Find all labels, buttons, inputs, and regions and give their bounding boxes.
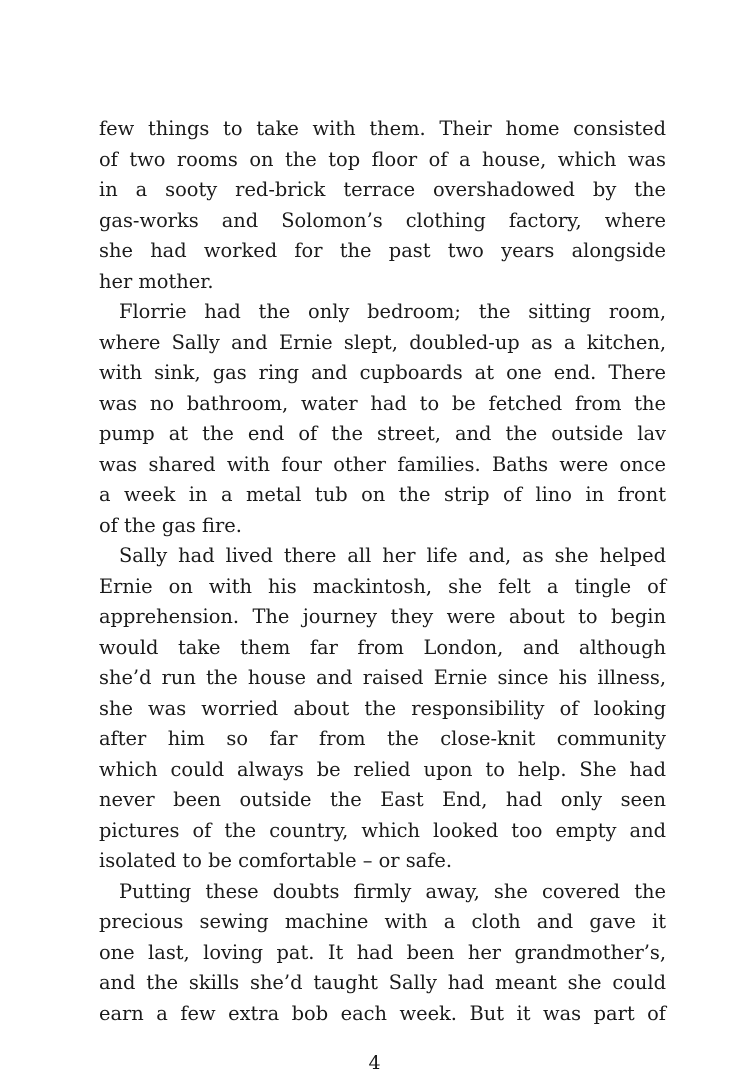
text-line: Ernie on with his mackintosh, she felt a tingle of — [99, 574, 666, 598]
text-line: of the gas fire. — [99, 513, 242, 537]
text-line: few things to take with them. Their home consisted — [99, 117, 666, 140]
text-line: apprehension. The journey they were about to begin — [99, 605, 666, 628]
body-text — [99, 114, 666, 1029]
text-line: she’d run the house and raised Ernie since his illness, — [99, 666, 666, 689]
text-line: of two rooms on the top floor of a house, which was — [99, 147, 666, 171]
text-line: was no bathroom, water had to be fetched from the — [99, 391, 666, 415]
text-line: would take them far from London, and although — [99, 635, 666, 659]
text-line: after him so far from the close-knit community — [99, 727, 666, 750]
text-line: isolated to be comfortable – or safe. — [99, 849, 453, 872]
page-number: 4 — [368, 1052, 381, 1074]
text-line: pump at the end of the street, and the outside lav — [99, 422, 666, 445]
text-line: pictures of the country, which looked too empty and — [99, 818, 666, 842]
text-line: was shared with four other families. Baths were once — [99, 452, 666, 476]
text-line: a week in a metal tub on the strip of lino in front — [99, 483, 666, 506]
text-line: and the skills she’d taught Sally had meant she could — [99, 971, 666, 994]
paragraph-first-line: Florrie had the only bedroom; the sitting room, — [119, 300, 666, 323]
text-line: never been outside the East End, had only seen — [99, 788, 666, 811]
text-line: she was worried about the responsibility of looking — [99, 696, 666, 720]
text-line: in a sooty red-brick terrace overshadowed by the — [99, 178, 666, 201]
paragraph-first-line: Putting these doubts firmly away, she covered the — [119, 879, 666, 903]
text-line: with sink, gas ring and cupboards at one end. There — [99, 361, 666, 384]
text-line: her mother. — [99, 269, 214, 293]
text-line: precious sewing machine with a cloth and gave it — [99, 910, 666, 933]
text-line: which could always be relied upon to help. She had — [99, 757, 666, 781]
text-line: earn a few extra bob each week. But it was part of — [99, 1001, 666, 1025]
text-line: where Sally and Ernie slept, doubled-up as a kitchen, — [99, 330, 666, 354]
text-line: gas-works and Solomon’s clothing factory, where — [99, 208, 666, 232]
text-line: she had worked for the past two years alongside — [99, 239, 666, 262]
paragraph-first-line: Sally had lived there all her life and, as she helped — [119, 544, 666, 567]
text-line: one last, loving pat. It had been her grandmother’s, — [99, 940, 666, 964]
